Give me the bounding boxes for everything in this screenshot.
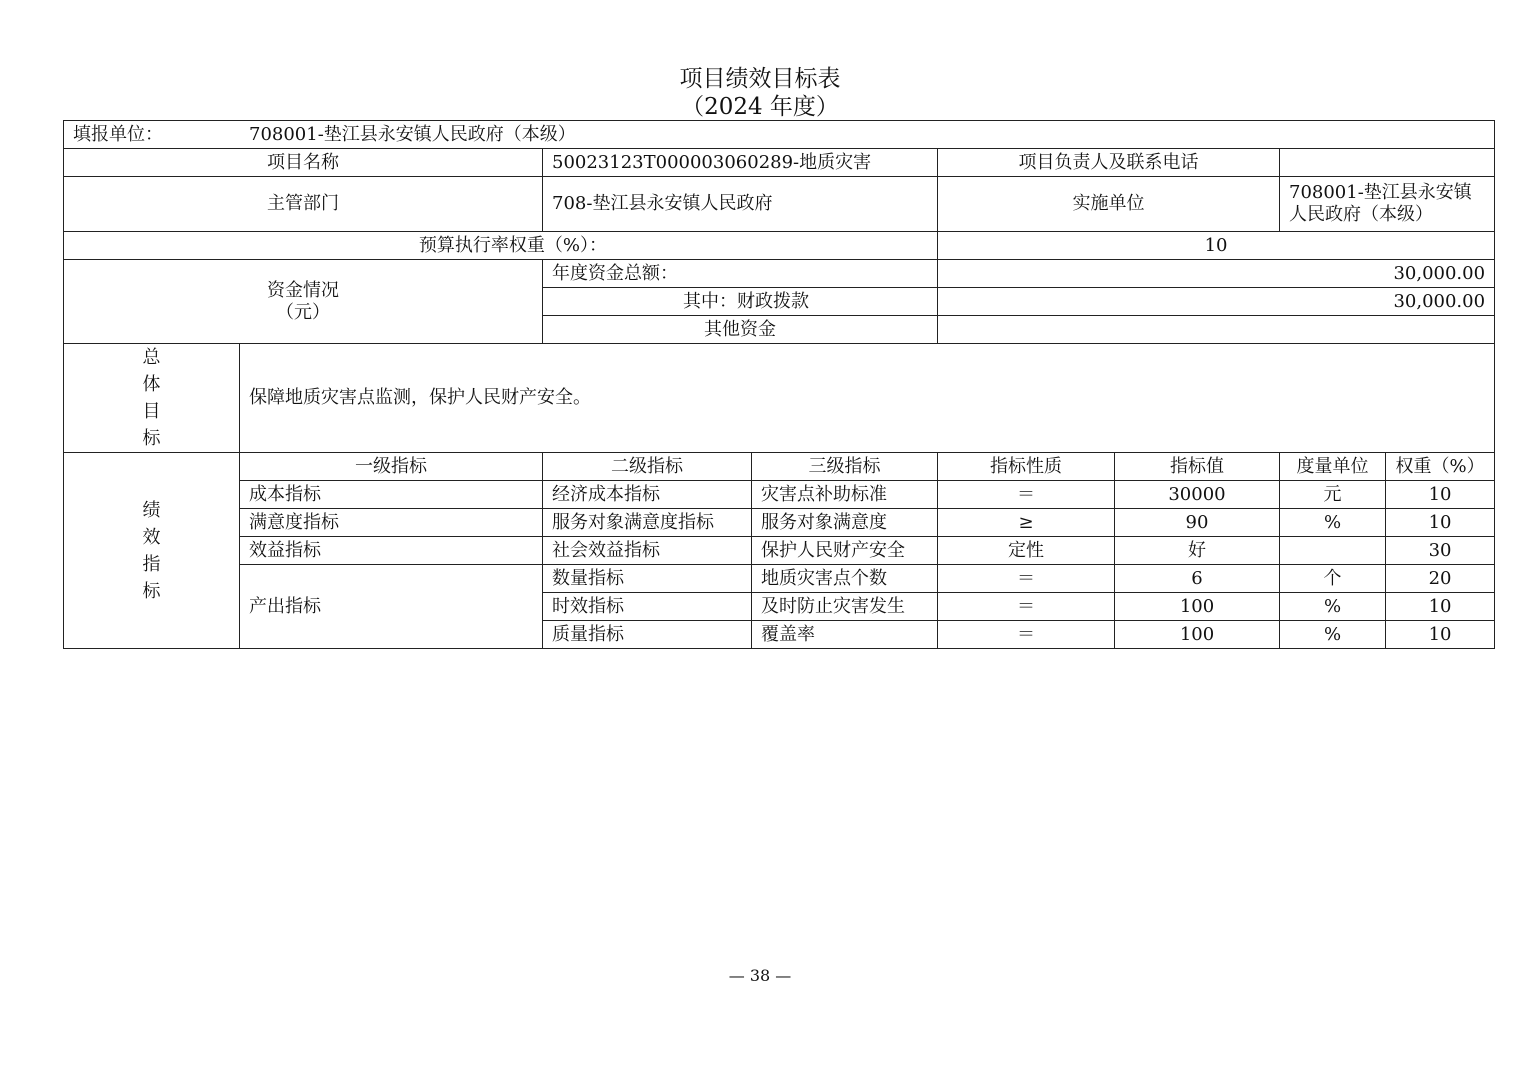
unit-cell: % [1280, 593, 1386, 621]
unit-cell [64, 121, 1495, 149]
funds-fiscal-label: 其中：财政拨款 [543, 288, 938, 316]
level3-cell: 灾害点补助标准 [752, 481, 938, 509]
unit-cell: 个 [1280, 565, 1386, 593]
funds-other-label: 其他资金 [543, 316, 938, 344]
goal-label-char: 目 [142, 401, 161, 422]
nature-cell: ＝ [938, 565, 1115, 593]
indicator-header-row [64, 453, 1495, 481]
weight-cell: 30 [1386, 537, 1495, 565]
budget-rate-value: 10 [938, 232, 1495, 260]
weight-cell: 10 [1386, 481, 1495, 509]
level2-cell: 质量指标 [543, 621, 752, 649]
value-cell: 30000 [1115, 481, 1280, 509]
header-nature: 指标性质 [938, 453, 1115, 481]
nature-cell: ≥ [938, 509, 1115, 537]
value-cell: 100 [1115, 593, 1280, 621]
project-name-label: 项目名称 [64, 149, 543, 177]
weight-cell: 10 [1386, 593, 1495, 621]
nature-cell: ＝ [938, 593, 1115, 621]
header-level2: 二级指标 [543, 453, 752, 481]
goal-label-char: 标 [142, 428, 161, 449]
funds-other-value [938, 316, 1495, 344]
page-subtitle: （2024 年度） [681, 94, 839, 120]
page-number: — 38 — [728, 966, 792, 985]
level1-cell: 满意度指标 [240, 509, 543, 537]
level3-cell: 服务对象满意度 [752, 509, 938, 537]
level1-cell: 产出指标 [240, 565, 543, 649]
level2-cell: 服务对象满意度指标 [543, 509, 752, 537]
unit-cell: % [1280, 621, 1386, 649]
funds-total-label: 年度资金总额： [543, 260, 938, 288]
level3-cell: 地质灾害点个数 [752, 565, 938, 593]
project-name-value: 50023123T000003060289-地质灾害 [543, 149, 938, 177]
unit-cell: 元 [1280, 481, 1386, 509]
level2-cell: 经济成本指标 [543, 481, 752, 509]
table-row [64, 481, 1495, 509]
funds-label-line2: （元） [276, 301, 330, 323]
level1-cell: 效益指标 [240, 537, 543, 565]
contact-value [1280, 149, 1495, 177]
funds-label [64, 260, 543, 344]
header-weight: 权重（%） [1386, 453, 1495, 481]
budget-rate-row [64, 232, 1495, 260]
weight-cell: 10 [1386, 621, 1495, 649]
table-row [64, 509, 1495, 537]
goal-label-char: 体 [142, 374, 161, 395]
unit-label: 填报单位： [73, 123, 163, 145]
dept-row [64, 177, 1495, 232]
table-row [64, 537, 1495, 565]
table-row [64, 565, 1495, 593]
level1-cell: 成本指标 [240, 481, 543, 509]
nature-cell: 定性 [938, 537, 1115, 565]
indicator-label-char: 指 [142, 553, 161, 575]
goal-text: 保障地质灾害点监测，保护人民财产安全。 [240, 344, 1495, 453]
unit-cell [1280, 537, 1386, 565]
level3-cell: 及时防止灾害发生 [752, 593, 938, 621]
budget-rate-label: 预算执行率权重（%）： [64, 232, 938, 260]
header-unit: 度量单位 [1280, 453, 1386, 481]
level3-cell: 覆盖率 [752, 621, 938, 649]
header-level1: 一级指标 [240, 453, 543, 481]
unit-value: 708001-垫江县永安镇人民政府（本级） [249, 123, 576, 145]
funds-total-row [64, 260, 1495, 288]
header-value: 指标值 [1115, 453, 1280, 481]
performance-target-table [63, 120, 1495, 649]
page-title: 项目绩效目标表 [679, 66, 841, 92]
goal-label [64, 344, 240, 453]
level3-cell: 保护人民财产安全 [752, 537, 938, 565]
indicator-label-char: 绩 [142, 499, 161, 521]
unit-cell: % [1280, 509, 1386, 537]
header-level3: 三级指标 [752, 453, 938, 481]
nature-cell: ＝ [938, 481, 1115, 509]
unit-row [64, 121, 1495, 149]
nature-cell: ＝ [938, 621, 1115, 649]
impl-value: 708001-垫江县永安镇人民政府（本级） [1280, 177, 1495, 232]
indicator-label [64, 453, 240, 649]
goal-row [64, 344, 1495, 453]
funds-fiscal-value: 30,000.00 [938, 288, 1495, 316]
value-cell: 90 [1115, 509, 1280, 537]
value-cell: 100 [1115, 621, 1280, 649]
funds-label-line1: 资金情况 [267, 279, 339, 301]
project-name-row [64, 149, 1495, 177]
level2-cell: 数量指标 [543, 565, 752, 593]
indicator-label-char: 标 [142, 580, 161, 602]
level2-cell: 社会效益指标 [543, 537, 752, 565]
dept-label: 主管部门 [64, 177, 543, 232]
goal-label-char: 总 [142, 347, 161, 368]
contact-label: 项目负责人及联系电话 [938, 149, 1280, 177]
level2-cell: 时效指标 [543, 593, 752, 621]
value-cell: 好 [1115, 537, 1280, 565]
impl-label: 实施单位 [938, 177, 1280, 232]
value-cell: 6 [1115, 565, 1280, 593]
funds-total-value: 30,000.00 [938, 260, 1495, 288]
weight-cell: 10 [1386, 509, 1495, 537]
dept-value: 708-垫江县永安镇人民政府 [543, 177, 938, 232]
weight-cell: 20 [1386, 565, 1495, 593]
indicator-label-char: 效 [142, 526, 161, 548]
